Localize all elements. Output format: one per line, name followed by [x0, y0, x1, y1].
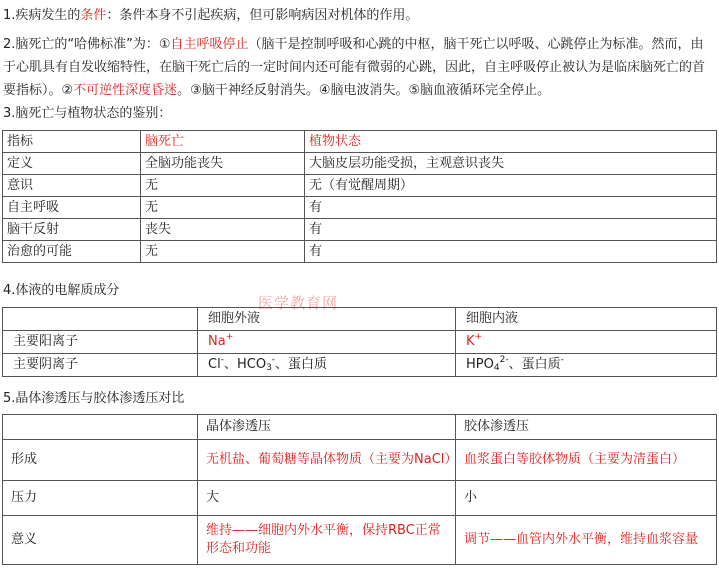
ion-symbol: Cl	[208, 357, 221, 372]
table-cell: 大	[198, 481, 456, 516]
table-row	[3, 175, 717, 197]
table-cell: 有	[305, 197, 717, 219]
item2-key1: 自主呼吸停止	[170, 37, 249, 52]
table-cell: 全脑功能丧失	[141, 153, 305, 175]
header-cell: 晶体渗透压	[198, 415, 456, 440]
header-cell	[3, 308, 198, 331]
table-cell: 血浆蛋白等胶体物质（主要为清蛋白）	[456, 440, 717, 481]
ion-charge: +	[225, 332, 234, 342]
ion-rest: 、蛋白质	[508, 357, 561, 372]
item2-part1: 2.脑死亡的“哈佛标准”为：①	[3, 37, 171, 52]
table-cell: 无	[141, 175, 305, 197]
ion-charge: -	[220, 355, 224, 365]
table-cell: 无	[141, 197, 305, 219]
table-row	[3, 241, 717, 263]
header-cell: 细胞外液	[198, 308, 456, 331]
anion-label: 主要阴离子	[3, 354, 198, 377]
ion-charge: -	[271, 355, 276, 365]
table-header-row	[3, 415, 717, 440]
osmotic-pressure-table	[2, 414, 717, 565]
ion-subscript: 4	[493, 363, 500, 373]
table-header-row	[3, 131, 717, 153]
item1-line	[3, 6, 418, 26]
item2-part3: 。③脑干神经反射消失。④脑电波消失。⑤脑血液循环完全停止。	[177, 83, 551, 98]
table-row	[3, 354, 717, 377]
ion-symbol: K	[466, 334, 475, 349]
table-cell: 治愈的可能	[3, 241, 141, 263]
item1-suffix: ：条件本身不引起疾病，但可影响病因对机体的作用。	[106, 8, 419, 23]
table-cell: 定义	[3, 153, 141, 175]
ion-rest: 、蛋白质	[275, 357, 328, 372]
table-cell: 自主呼吸	[3, 197, 141, 219]
table-cell: 有	[305, 241, 717, 263]
item3-title: 3.脑死亡与植物状态的鉴别：	[3, 106, 172, 121]
table-row	[3, 153, 717, 175]
table-cell: 无机盐、葡萄糖等晶体物质（主要为NaCl）	[198, 440, 456, 481]
ion-subscript: 3	[266, 363, 272, 373]
ion-symbol: Na	[208, 334, 226, 349]
table-cell: 脑干反射	[3, 219, 141, 241]
ion-symbol: HCO	[236, 357, 267, 372]
item5-title: 5.晶体渗透压与胶体渗透压对比	[3, 391, 185, 406]
table-cell: 意义	[3, 516, 198, 565]
header-cell: 植物状态	[305, 131, 717, 153]
table-row	[3, 197, 717, 219]
table-cell: 有	[305, 219, 717, 241]
header-cell: 脑死亡	[141, 131, 305, 153]
table-cell: 小	[456, 481, 717, 516]
brain-death-table	[2, 130, 717, 263]
table-cell: 形成	[3, 440, 198, 481]
table-row	[3, 440, 717, 481]
item4-title: 4.体液的电解质成分	[3, 283, 120, 298]
table-row	[3, 481, 717, 516]
ion-charge: 2-	[499, 355, 509, 365]
anion-extracellular	[198, 354, 456, 377]
header-cell: 胶体渗透压	[456, 415, 717, 440]
header-cell: 指标	[3, 131, 141, 153]
table-cell: 无（有觉醒周期）	[305, 175, 717, 197]
anion-intracellular	[456, 354, 717, 377]
table-cell: 维持——细胞内外水平衡，保持RBC正常形态和功能	[198, 516, 456, 565]
table-cell: 调节——血管内外水平衡，维持血浆容量	[456, 516, 717, 565]
item1-keyword: 条件	[80, 8, 107, 23]
table-cell: 丧失	[141, 219, 305, 241]
cation-intracellular	[456, 331, 717, 354]
item1-prefix: 1.疾病发生的	[3, 8, 81, 23]
electrolyte-table	[2, 307, 717, 377]
watermark: 医学教育网	[258, 294, 339, 312]
cation-extracellular	[198, 331, 456, 354]
item2-key2: 不可逆性深度昏迷	[73, 83, 178, 98]
ion-symbol: HPO	[466, 357, 494, 372]
table-row	[3, 516, 717, 565]
ion-charge: +	[474, 332, 483, 342]
item2-paragraph	[3, 33, 715, 102]
item2-part2: （脑干是控制呼吸和心跳的中枢，脑干死亡以呼吸、心跳停止为标准。然而，由于心肌具有自发收缩特性，在脑干死亡后的一定时间内还可能有微弱的心跳，因此，自主呼吸停止被认为是临床脑死亡的首要指标）。②	[3, 37, 706, 98]
table-cell: 无	[141, 241, 305, 263]
table-row	[3, 331, 717, 354]
separator: 、	[223, 357, 237, 372]
table-cell: 大脑皮层功能受损，主观意识丧失	[305, 153, 717, 175]
table-header-row	[3, 308, 717, 331]
header-cell	[3, 415, 198, 440]
table-cell: 意识	[3, 175, 141, 197]
header-cell: 细胞内液	[456, 308, 717, 331]
cation-label: 主要阳离子	[3, 331, 198, 354]
ion-charge: -	[560, 355, 564, 365]
table-cell: 压力	[3, 481, 198, 516]
table-row	[3, 219, 717, 241]
